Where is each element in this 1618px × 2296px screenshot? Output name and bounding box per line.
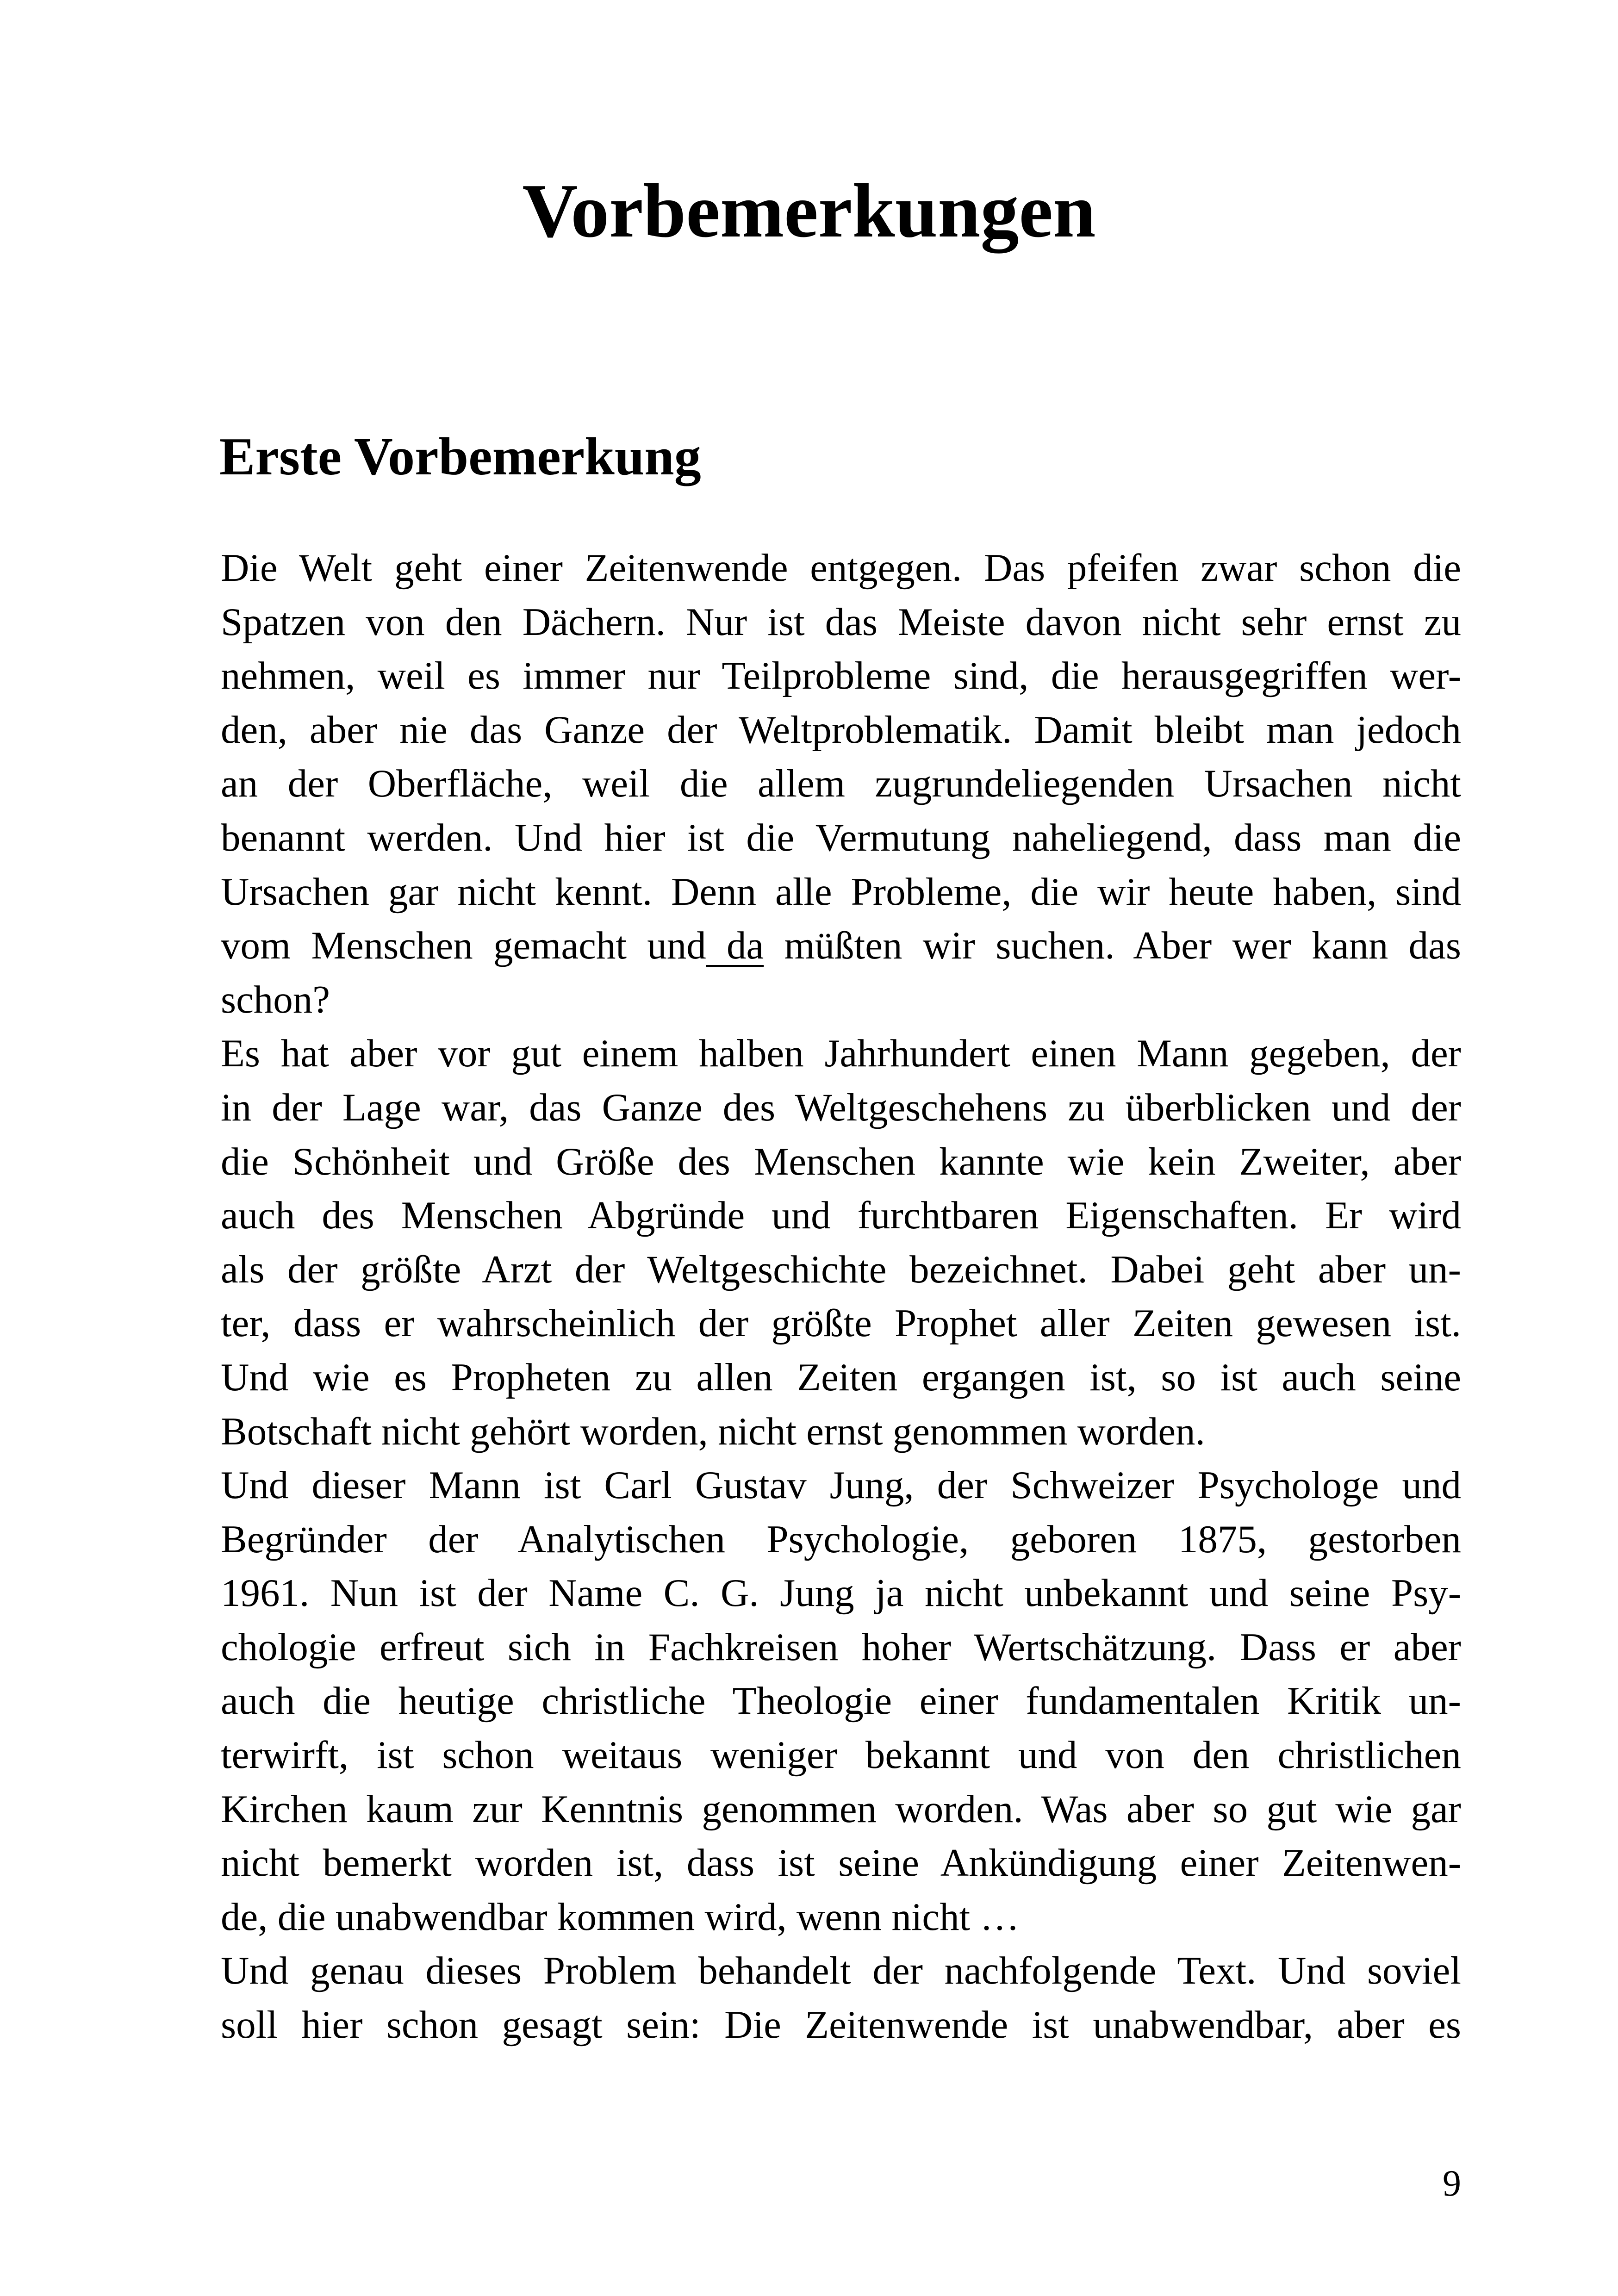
text-line: soll hier schon gesagt sein: Die Zeitenwende ist unabwendbar, aber es: [221, 2003, 1461, 2047]
text-line: nehmen, weil es immer nur Teilprobleme sind, die herausgegriffen wer-: [221, 654, 1461, 698]
page-number: 9: [1443, 2163, 1461, 2204]
text-line: Ursachen gar nicht kennt. Denn alle Probleme, die wir heute haben, sind: [221, 870, 1461, 914]
text-line: auch die heutige christliche Theologie einer fundamentalen Kritik un-: [221, 1679, 1461, 1723]
text-line: Die Welt geht einer Zeitenwende entgegen. Das pfeifen zwar schon die: [221, 546, 1461, 590]
text-line: die Schönheit und Größe des Menschen kannte wie kein Zweiter, aber: [221, 1139, 1461, 1183]
text-line: ter, dass er wahrscheinlich der größte Prophet aller Zeiten gewesen ist.: [221, 1301, 1461, 1345]
text-line: Kirchen kaum zur Kenntnis genommen worden. Was aber so gut wie gar: [221, 1787, 1461, 1831]
text-line: 1961. Nun ist der Name C. G. Jung ja nicht unbekannt und seine Psy-: [221, 1571, 1461, 1615]
underlined-word: da: [706, 924, 764, 968]
text-line: in der Lage war, das Ganze des Weltgeschehens zu überblicken und der: [221, 1085, 1461, 1129]
text-line: chologie erfreut sich in Fachkreisen hoher Wertschätzung. Dass er aber: [221, 1625, 1461, 1669]
text-line: auch des Menschen Abgründe und furchtbaren Eigenschaften. Er wird: [221, 1194, 1461, 1238]
text-line: Und genau dieses Problem behandelt der nachfolgende Text. Und soviel: [221, 1949, 1461, 1993]
body-text: [221, 541, 1461, 2052]
text-line: Botschaft nicht gehört worden, nicht ernst genommen worden.: [221, 1409, 1205, 1453]
text-line: Begründer der Analytischen Psychologie, geboren 1875, gestorben: [221, 1517, 1461, 1561]
text-line: terwirft, ist schon weitaus weniger bekannt und von den christlichen: [221, 1733, 1461, 1777]
text-line: den, aber nie das Ganze der Weltproblematik. Damit bleibt man jedoch: [221, 708, 1461, 752]
text-line: als der größte Arzt der Weltgeschichte bezeichnet. Dabei geht aber un-: [221, 1247, 1461, 1291]
page-title: Vorbemerkungen: [522, 168, 1096, 253]
text-line: schon?: [221, 977, 330, 1021]
text-line: Spatzen von den Dächern. Nur ist das Meiste davon nicht sehr ernst zu: [221, 600, 1461, 644]
text-line: de, die unabwendbar kommen wird, wenn nicht …: [221, 1895, 1020, 1939]
text-line: Und dieser Mann ist Carl Gustav Jung, der Schweizer Psychologe und: [221, 1463, 1461, 1507]
text-segment: vom Menschen gemacht und: [221, 924, 706, 968]
text-segment: müßten wir suchen. Aber wer kann das: [764, 924, 1461, 968]
text-line: [221, 919, 1461, 973]
text-line: Und wie es Propheten zu allen Zeiten ergangen ist, so ist auch seine: [221, 1355, 1461, 1399]
text-line: an der Oberfläche, weil die allem zugrundeliegenden Ursachen nicht: [221, 762, 1461, 806]
section-heading: Erste Vorbemerkung: [219, 427, 701, 486]
text-line: nicht bemerkt worden ist, dass ist seine Ankündigung einer Zeitenwen-: [221, 1841, 1461, 1885]
text-line: benannt werden. Und hier ist die Vermutung naheliegend, dass man die: [221, 815, 1461, 859]
text-line: Es hat aber vor gut einem halben Jahrhundert einen Mann gegeben, der: [221, 1032, 1461, 1076]
